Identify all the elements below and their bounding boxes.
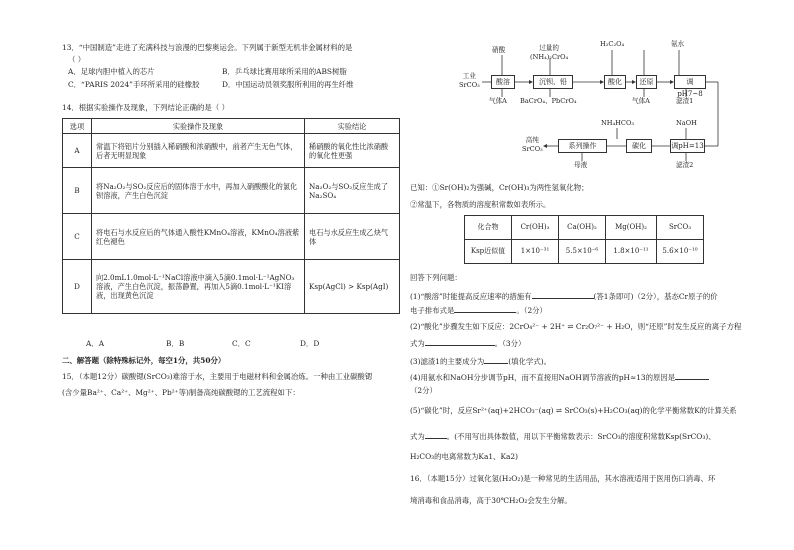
q14-choice-b: B．B [166, 339, 185, 348]
q13-paren: （ ） [68, 55, 86, 64]
sub-question-5: (5)“碳化”时，反应Sr²⁺(aq)+2HCO₃⁻(aq) ⇌ SrCO₃(s)+H₂CO₃(aq)的化学平衡常数K的计算关系 [410, 406, 737, 415]
table-header: 实验结论 [305, 119, 400, 134]
table-row [63, 260, 400, 314]
q13-stem: 13．“中国制造”走进了充满科技与浪漫的巴黎奥运会。下列属于新型无机非金属材料的是 [62, 43, 353, 52]
flow-box-reduce: 还原 [636, 75, 657, 89]
q13-option-d: D．中国运动员领奖服所利用的再生纤维 [222, 80, 354, 89]
flow-box-adjust-ph-13: 调pH=13 [670, 139, 705, 153]
feed-line1: 工业 [462, 72, 476, 80]
q14-choice-c: C．C [232, 339, 251, 348]
q14-stem: 14．根据实验操作及现象，下列结论正确的是（ ） [62, 103, 229, 112]
q13-option-b: B．乒乓球比赛用球所采用的ABS树脂 [222, 67, 347, 76]
q16-line2: 境消毒和食品消毒，高于30℃H₂O₂会发生分解。 [410, 496, 572, 505]
flow-box-acidify: 酸化 [604, 75, 626, 89]
product-line2: SrCO₃ [522, 145, 543, 153]
q15-intro-line2: (含少量Ba²⁺、Ca²⁺、Mg²⁺、Pb²⁺等)制备高纯碳酸锶的工艺流程如下： [62, 388, 300, 397]
answer-blank[interactable] [675, 371, 709, 380]
output-mother-liquor: 母液 [574, 161, 588, 169]
reagent-ammonia: 氨水 [671, 40, 685, 48]
reagent-ammonium-bicarbonate: NH₄HCO₃ [601, 119, 635, 127]
sub1-text-b: (答1条即可)（2分），基态Cr原子的价 [593, 292, 718, 301]
ksp-header: Cr(OH)₃ [512, 216, 559, 240]
sub3-text-b: (填化学式)。 [508, 357, 552, 366]
answer-blank[interactable] [425, 337, 495, 346]
sub2-text-b: 式为 [410, 339, 425, 348]
conclusion-cell: Ksp(AgCl) > Ksp(AgI) [305, 260, 400, 314]
flow-product-label [522, 136, 543, 154]
ksp-value: 5.6×10⁻¹⁰ [657, 240, 704, 264]
reagent2-line2: (NH₄)₂CrO₄ [530, 53, 569, 61]
q13-option-c: C．“PARIS 2024”手环所采用的硅橡胶 [68, 80, 200, 89]
table-header: 选项 [63, 119, 92, 134]
ksp-value: 1×10⁻³¹ [512, 240, 559, 264]
conclusion-cell: Na₂O₂与SO₂反应生成了Na₂SO₄ [305, 168, 400, 214]
sub-question-1-cont [410, 304, 547, 315]
output-chromates: BaCrO₄、PbCrO₄ [520, 97, 577, 105]
q13-option-a: A．足球内胆中植入的芯片 [68, 67, 155, 76]
ksp-header: 化合物 [465, 216, 512, 240]
operation-cell: 将Na₂O₂与SO₂反应后的固体溶于水中，再加入硝酸酸化的氯化钡溶液，产生白色沉淀 [92, 168, 305, 214]
q14-choice-a: A．A [86, 339, 105, 348]
ksp-value: 5.5×10⁻⁶ [559, 240, 606, 264]
sub1-text-d: 。（2分） [516, 306, 547, 315]
sub-question-5-cont2: H₂CO₃的电离常数为Ka1、Ka2) [410, 452, 518, 461]
ksp-row-label: Ksp近似值 [465, 240, 512, 264]
table-header: 实验操作及现象 [92, 119, 305, 134]
q16-line1: 16．（本题15分）过氧化氢(H₂O₂)是一种常见的生活用品，其水溶液适用于医用伤口消毒、环 [410, 474, 716, 483]
flow-feed-label [459, 72, 480, 90]
ksp-header: Ca(OH)₂ [559, 216, 606, 240]
option-cell: B [63, 168, 92, 214]
ksp-header-row [465, 216, 704, 240]
table-row [63, 214, 400, 260]
output-residue-1: 滤渣1 [676, 97, 694, 105]
ksp-header: SrCO₃ [657, 216, 704, 240]
sub-question-2: (2)“酸化”步骤发生如下反应：2CrO₄²⁻ + 2H⁺ ⇌ Cr₂O₇²⁻ + H₂O，则“还原”时发生反应的离子方程 [410, 322, 742, 331]
flow-box-carbonation: 碳化 [626, 139, 652, 153]
answer-blank[interactable] [425, 430, 447, 439]
answer-blank[interactable] [532, 290, 594, 299]
sub-question-4-score: （2分） [410, 386, 437, 395]
reagent-sodium-hydroxide: NaOH [676, 119, 697, 127]
reagent-ammonium-chromate [530, 44, 568, 62]
sub4-text: (4)用氨水和NaOH分步调节pH，而不直接用NaOH调节溶液的pH≈13的原因是 [410, 373, 676, 382]
output-gas-a-2: 气体A [632, 97, 650, 105]
reagent-nitric-acid: 硝酸 [492, 46, 506, 54]
conclusion-cell: 稀硝酸的氧化性比浓硝酸的氧化性更强 [305, 134, 400, 168]
option-cell: D [63, 260, 92, 314]
sub-question-5-cont [410, 430, 716, 441]
sub-question-4 [410, 371, 709, 382]
sub1-text-c: 电子排布式是 [410, 306, 455, 315]
option-cell: C [63, 214, 92, 260]
conclusion-cell: 电石与水反应生成乙炔气体 [305, 214, 400, 260]
operation-cell: 常温下将铝片分别插入稀硝酸和浓硝酸中，前者产生无色气体，后者无明显现象 [92, 134, 305, 168]
known-condition-2: ②常温下，各物质的溶度积常数如表所示。 [410, 200, 551, 209]
ksp-value-row [465, 240, 704, 264]
answer-intro: 回答下列问题： [410, 273, 462, 282]
ksp-table [464, 215, 704, 264]
flow-box-series-operations: 系列操作 [558, 139, 607, 153]
sub-question-3 [410, 355, 551, 366]
sub1-text-a: (1)“酸溶”时能提高反应速率的措施有 [410, 292, 532, 301]
feed-line2: SrCO₃ [459, 81, 480, 89]
ksp-header: Mg(OH)₂ [606, 216, 657, 240]
flow-box-acid-dissolve: 酸溶 [491, 75, 515, 89]
q14-choice-d: D．D [300, 339, 320, 348]
operation-cell: 将电石与水反应后的气体通入酸性KMnO₄溶液，KMnO₄溶液紫红色褪色 [92, 214, 305, 260]
output-residue-2: 滤渣2 [676, 161, 694, 169]
sub-question-1 [410, 290, 718, 301]
sub2-text-c: 。（3分） [494, 339, 526, 348]
reagent-oxalic-acid: H₂C₂O₄ [600, 40, 625, 48]
output-gas-a-1: 气体A [489, 97, 507, 105]
known-condition-1: 已知：①Sr(OH)₂为强碱，Cr(OH)₃为两性氢氧化物； [410, 183, 589, 192]
answer-blank[interactable] [484, 355, 508, 364]
product-line1: 高纯 [525, 136, 539, 144]
ksp-value: 1.8×10⁻¹¹ [606, 240, 657, 264]
option-cell: A [63, 134, 92, 168]
sub-question-2-cont [410, 337, 525, 348]
sub5-text-c: 。(不用写出具体数值，用以下平衡常数表示：SrCO₃的溶度积常数Ksp(SrCO₃)、 [446, 432, 716, 441]
flow-diagram-arrows [0, 0, 794, 200]
flow-box-precipitate-ba-pb: 沉钡、铅 [533, 75, 573, 89]
q15-intro-line1: 15．（本题12分）碳酸锶(SrCO₃)难溶于水，主要用于电磁材料和金属冶炼。一种由工业碳酸锶 [62, 372, 373, 381]
sub3-text: (3)滤渣1的主要成分为 [410, 357, 485, 366]
operation-cell: 向2.0mL1.0mol·L⁻¹NaCl溶液中滴入5滴0.1mol·L⁻¹AgNO₃溶液，产生白色沉淀，振荡静置，再加入5滴0.1mol·L⁻¹KI溶液，出现黄色沉淀 [92, 260, 305, 314]
flow-box-adjust-ph-7-8: 调pH7~8 [674, 75, 706, 89]
sub5-text-b: 式为 [410, 432, 425, 441]
reagent2-line1: 过量的 [539, 44, 559, 52]
answer-blank[interactable] [454, 304, 516, 313]
section-heading: 二、解答题（除特殊标记外，每空1分，共50分） [62, 356, 226, 365]
